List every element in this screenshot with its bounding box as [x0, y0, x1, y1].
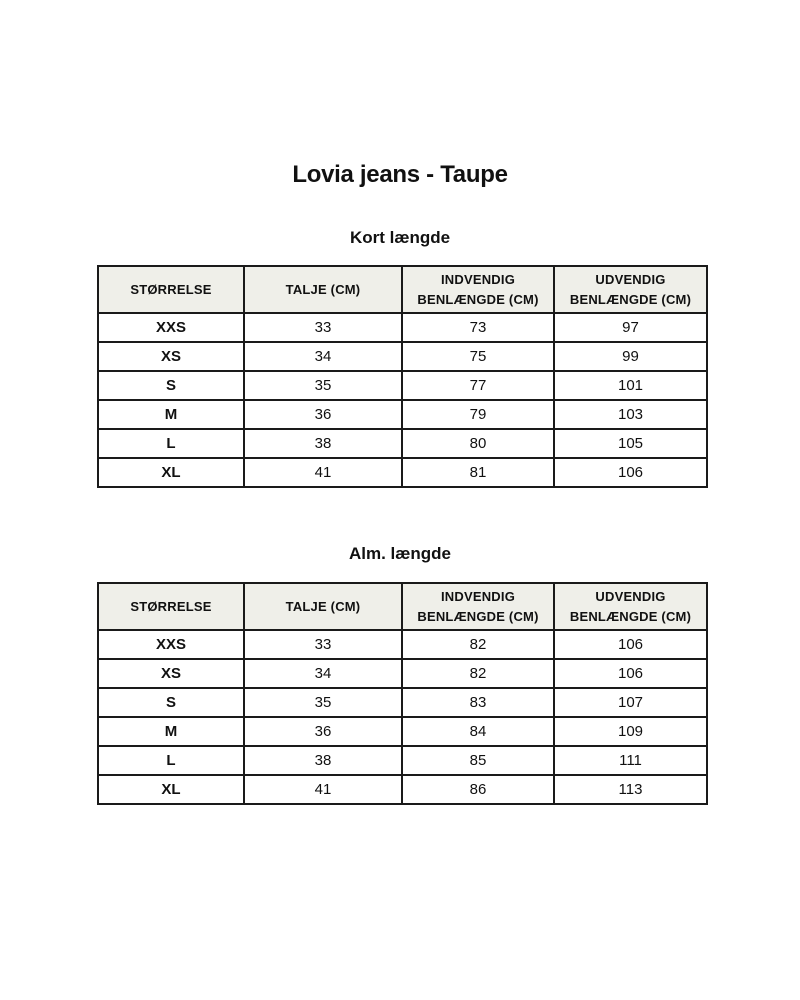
- header-inseam: [402, 583, 554, 630]
- size-cell: S: [98, 688, 244, 717]
- table-row: [98, 688, 707, 717]
- inseam-cell: 75: [402, 342, 554, 371]
- header-inseam-line1: INDVENDIG: [440, 588, 516, 604]
- waist-cell: 33: [244, 630, 402, 659]
- table-row: [98, 630, 707, 659]
- page-title: Lovia jeans - Taupe: [292, 161, 508, 188]
- outseam-cell: 106: [554, 458, 707, 487]
- table-row: [98, 775, 707, 804]
- table-row: [98, 659, 707, 688]
- header-outseam: [554, 266, 707, 313]
- inseam-cell: 83: [402, 688, 554, 717]
- size-table-short: [97, 265, 708, 488]
- waist-cell: 34: [244, 659, 402, 688]
- inseam-cell: 79: [402, 400, 554, 429]
- waist-cell: 38: [244, 746, 402, 775]
- inseam-cell: 85: [402, 746, 554, 775]
- inseam-cell: 84: [402, 717, 554, 746]
- table-row: [98, 429, 707, 458]
- header-outseam: [554, 583, 707, 630]
- header-inseam-line1: INDVENDIG: [440, 271, 516, 287]
- outseam-cell: 97: [554, 313, 707, 342]
- header-size: STØRRELSE: [98, 266, 244, 313]
- size-cell: XL: [98, 775, 244, 804]
- outseam-cell: 99: [554, 342, 707, 371]
- waist-cell: 41: [244, 775, 402, 804]
- table-row: [98, 717, 707, 746]
- waist-cell: 36: [244, 400, 402, 429]
- outseam-cell: 106: [554, 659, 707, 688]
- outseam-cell: 107: [554, 688, 707, 717]
- inseam-cell: 82: [402, 659, 554, 688]
- size-cell: XXS: [98, 630, 244, 659]
- waist-cell: 34: [244, 342, 402, 371]
- outseam-cell: 109: [554, 717, 707, 746]
- table-row: [98, 458, 707, 487]
- size-cell: S: [98, 371, 244, 400]
- inseam-cell: 81: [402, 458, 554, 487]
- section-title-short: Kort længde: [349, 228, 451, 247]
- size-cell: M: [98, 400, 244, 429]
- size-table-regular: [97, 582, 708, 805]
- inseam-cell: 82: [402, 630, 554, 659]
- header-outseam-line2: BENLÆNGDE (CM): [569, 291, 692, 307]
- header-inseam: [402, 266, 554, 313]
- header-inseam-line2: BENLÆNGDE (CM): [417, 291, 539, 307]
- size-cell: XS: [98, 659, 244, 688]
- inseam-cell: 80: [402, 429, 554, 458]
- inseam-cell: 77: [402, 371, 554, 400]
- section-title-regular: Alm. længde: [348, 544, 451, 563]
- table-row: [98, 342, 707, 371]
- size-cell: L: [98, 746, 244, 775]
- table-header-row: [98, 266, 707, 313]
- outseam-cell: 113: [554, 775, 707, 804]
- size-cell: XXS: [98, 313, 244, 342]
- table-row: [98, 746, 707, 775]
- waist-cell: 33: [244, 313, 402, 342]
- header-size: STØRRELSE: [98, 583, 244, 630]
- table-header-row: [98, 583, 707, 630]
- waist-cell: 38: [244, 429, 402, 458]
- header-outseam-line2: BENLÆNGDE (CM): [569, 608, 692, 624]
- inseam-cell: 73: [402, 313, 554, 342]
- waist-cell: 36: [244, 717, 402, 746]
- table-row: [98, 313, 707, 342]
- size-cell: XL: [98, 458, 244, 487]
- size-cell: M: [98, 717, 244, 746]
- table-body: [98, 313, 707, 487]
- inseam-cell: 86: [402, 775, 554, 804]
- outseam-cell: 105: [554, 429, 707, 458]
- outseam-cell: 111: [554, 746, 707, 775]
- header-waist: TALJE (CM): [244, 266, 402, 313]
- outseam-cell: 101: [554, 371, 707, 400]
- waist-cell: 35: [244, 688, 402, 717]
- size-cell: XS: [98, 342, 244, 371]
- header-outseam-line1: UDVENDIG: [595, 588, 666, 604]
- header-waist: TALJE (CM): [244, 583, 402, 630]
- waist-cell: 41: [244, 458, 402, 487]
- table-body: [98, 630, 707, 804]
- header-outseam-line1: UDVENDIG: [595, 271, 666, 287]
- waist-cell: 35: [244, 371, 402, 400]
- outseam-cell: 106: [554, 630, 707, 659]
- table-row: [98, 371, 707, 400]
- table-row: [98, 400, 707, 429]
- outseam-cell: 103: [554, 400, 707, 429]
- header-inseam-line2: BENLÆNGDE (CM): [417, 608, 539, 624]
- size-cell: L: [98, 429, 244, 458]
